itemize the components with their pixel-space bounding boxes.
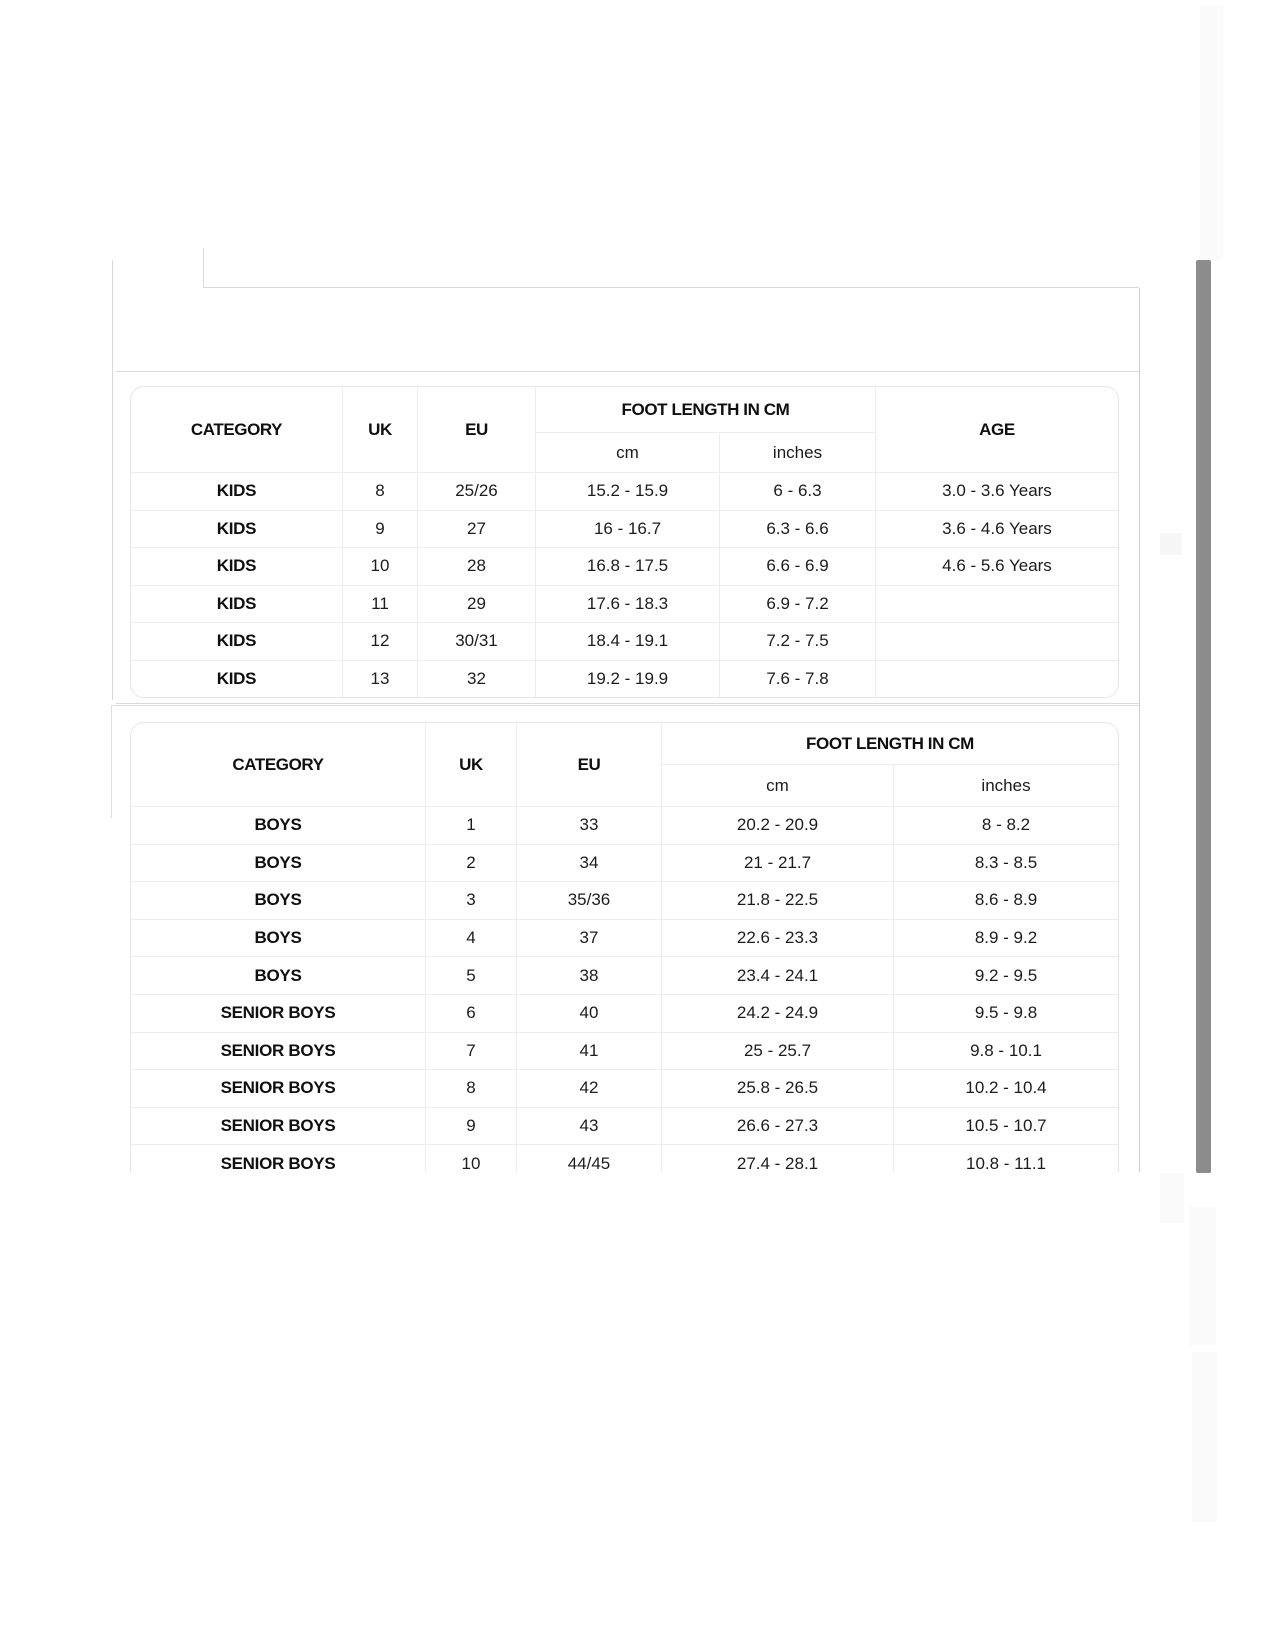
- value-cell: 34: [516, 844, 661, 882]
- value-cell: 20.2 - 20.9: [661, 806, 893, 844]
- value-cell: 2: [425, 844, 516, 882]
- value-cell: 17.6 - 18.3: [535, 585, 719, 623]
- value-cell: 4: [425, 919, 516, 957]
- column-header-category: CATEGORY: [232, 754, 324, 774]
- value-cell: 8.9 - 9.2: [893, 919, 1118, 957]
- column-subheader-cm: cm: [661, 765, 893, 806]
- category-cell: SENIOR BOYS: [131, 1144, 425, 1172]
- kids-size-table: [130, 386, 1119, 698]
- value-cell: [875, 585, 1118, 623]
- column-header-foot-length: FOOT LENGTH IN CM: [661, 723, 1118, 765]
- value-cell: 9: [342, 510, 417, 548]
- value-cell: 30/31: [417, 622, 535, 660]
- category-cell: SENIOR BOYS: [131, 1069, 425, 1107]
- render-artifact: [1192, 1352, 1217, 1522]
- category-cell: KIDS: [131, 585, 342, 623]
- value-cell: 43: [516, 1107, 661, 1145]
- column-header-category: CATEGORY: [190, 419, 283, 439]
- value-cell: 6 - 6.3: [719, 472, 875, 510]
- category-cell: BOYS: [131, 806, 425, 844]
- left-container-border: [112, 260, 113, 700]
- value-cell: 33: [516, 806, 661, 844]
- value-cell: [875, 660, 1118, 698]
- category-cell: SENIOR BOYS: [131, 994, 425, 1032]
- category-cell: KIDS: [131, 660, 342, 698]
- category-cell: KIDS: [131, 622, 342, 660]
- category-cell: KIDS: [131, 547, 342, 585]
- value-cell: [875, 622, 1118, 660]
- value-cell: 23.4 - 24.1: [661, 956, 893, 994]
- category-cell: SENIOR BOYS: [131, 1107, 425, 1145]
- column-subheader-inches: inches: [719, 433, 875, 472]
- value-cell: 5: [425, 956, 516, 994]
- value-cell: 8.3 - 8.5: [893, 844, 1118, 882]
- value-cell: 40: [516, 994, 661, 1032]
- column-header-eu: EU: [417, 387, 535, 472]
- value-cell: 38: [516, 956, 661, 994]
- value-cell: 22.6 - 23.3: [661, 919, 893, 957]
- value-cell: 35/36: [516, 881, 661, 919]
- value-cell: 8.6 - 8.9: [893, 881, 1118, 919]
- column-subheader-inches: inches: [893, 765, 1118, 806]
- value-cell: 7.2 - 7.5: [719, 622, 875, 660]
- value-cell: 10.5 - 10.7: [893, 1107, 1118, 1145]
- column-header-uk: UK: [342, 387, 417, 472]
- value-cell: 3.6 - 4.6 Years: [875, 510, 1118, 548]
- value-cell: 9.2 - 9.5: [893, 956, 1118, 994]
- boys-size-table: [130, 722, 1119, 1172]
- value-cell: 25.8 - 26.5: [661, 1069, 893, 1107]
- value-cell: 27: [417, 510, 535, 548]
- value-cell: 42: [516, 1069, 661, 1107]
- column-header-foot-length: FOOT LENGTH IN CM: [535, 387, 875, 433]
- column-subheader-cm: cm: [535, 433, 719, 472]
- value-cell: 28: [417, 547, 535, 585]
- value-cell: 9.8 - 10.1: [893, 1032, 1118, 1070]
- value-cell: 12: [342, 622, 417, 660]
- right-container-border: [1139, 288, 1140, 1172]
- scrollbar-track[interactable]: [1199, 6, 1223, 260]
- value-cell: 8: [342, 472, 417, 510]
- value-cell: 25/26: [417, 472, 535, 510]
- value-cell: 6: [425, 994, 516, 1032]
- category-cell: BOYS: [131, 956, 425, 994]
- left-container-border-lower: [111, 705, 112, 818]
- value-cell: 16.8 - 17.5: [535, 547, 719, 585]
- value-cell: 1: [425, 806, 516, 844]
- value-cell: 3.0 - 3.6 Years: [875, 472, 1118, 510]
- value-cell: 37: [516, 919, 661, 957]
- boys-size-table-clip: [130, 722, 1121, 1172]
- value-cell: 8: [425, 1069, 516, 1107]
- value-cell: 10: [342, 547, 417, 585]
- value-cell: 3: [425, 881, 516, 919]
- value-cell: 24.2 - 24.9: [661, 994, 893, 1032]
- value-cell: 19.2 - 19.9: [535, 660, 719, 698]
- value-cell: 41: [516, 1032, 661, 1070]
- top-box-corner-vertical: [203, 248, 204, 287]
- value-cell: 27.4 - 28.1: [661, 1144, 893, 1172]
- value-cell: 10: [425, 1144, 516, 1172]
- column-header-uk: UK: [425, 723, 516, 806]
- category-cell: BOYS: [131, 881, 425, 919]
- render-artifact: [1160, 1173, 1184, 1223]
- value-cell: 7: [425, 1032, 516, 1070]
- value-cell: 6.3 - 6.6: [719, 510, 875, 548]
- render-artifact: [1160, 533, 1182, 555]
- column-header-eu: EU: [516, 723, 661, 806]
- value-cell: 16 - 16.7: [535, 510, 719, 548]
- category-cell: BOYS: [131, 919, 425, 957]
- value-cell: 44/45: [516, 1144, 661, 1172]
- value-cell: 32: [417, 660, 535, 698]
- value-cell: 13: [342, 660, 417, 698]
- value-cell: 15.2 - 15.9: [535, 472, 719, 510]
- value-cell: 29: [417, 585, 535, 623]
- value-cell: 11: [342, 585, 417, 623]
- top-box-bottom-border: [203, 287, 1139, 288]
- value-cell: 21.8 - 22.5: [661, 881, 893, 919]
- value-cell: 7.6 - 7.8: [719, 660, 875, 698]
- value-cell: 6.9 - 7.2: [719, 585, 875, 623]
- category-cell: BOYS: [131, 844, 425, 882]
- category-cell: SENIOR BOYS: [131, 1032, 425, 1070]
- scrollbar-thumb[interactable]: [1196, 260, 1211, 1173]
- category-cell: KIDS: [131, 472, 342, 510]
- value-cell: 9: [425, 1107, 516, 1145]
- value-cell: 26.6 - 27.3: [661, 1107, 893, 1145]
- value-cell: 10.8 - 11.1: [893, 1144, 1118, 1172]
- render-artifact: [1189, 1207, 1216, 1345]
- value-cell: 21 - 21.7: [661, 844, 893, 882]
- value-cell: 6.6 - 6.9: [719, 547, 875, 585]
- category-cell: KIDS: [131, 510, 342, 548]
- value-cell: 9.5 - 9.8: [893, 994, 1118, 1032]
- value-cell: 8 - 8.2: [893, 806, 1118, 844]
- value-cell: 25 - 25.7: [661, 1032, 893, 1070]
- value-cell: 10.2 - 10.4: [893, 1069, 1118, 1107]
- value-cell: 18.4 - 19.1: [535, 622, 719, 660]
- value-cell: 4.6 - 5.6 Years: [875, 547, 1118, 585]
- column-header-age: AGE: [875, 387, 1118, 472]
